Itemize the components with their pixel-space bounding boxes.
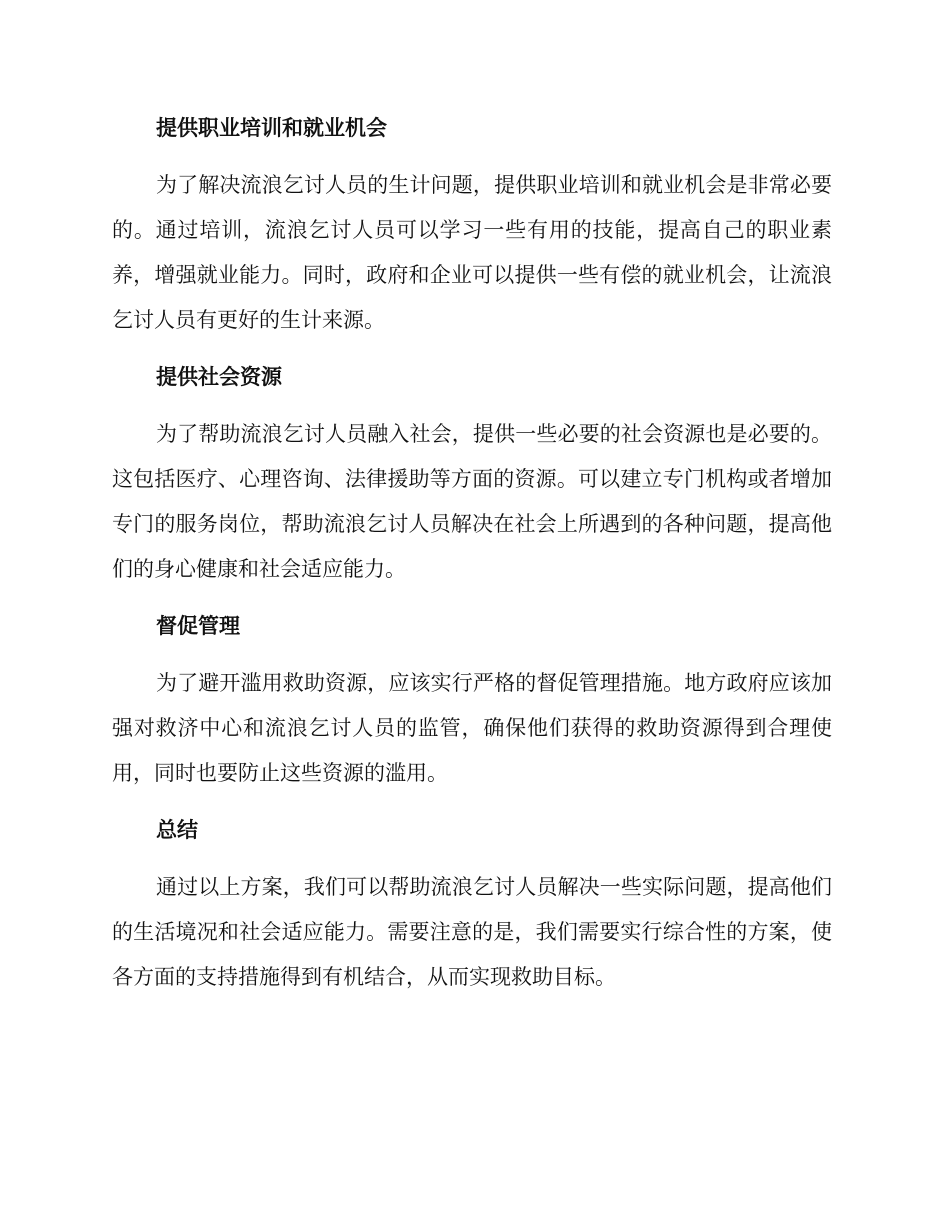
section-paragraph-summary: 通过以上方案，我们可以帮助流浪乞讨人员解决一些实际问题，提高他们的生活境况和社会适应能力。需要注意的是，我们需要实行综合性的方案，使各方面的支持措施得到有机结合，从而实现救助目标。 xyxy=(112,875,832,989)
document-content xyxy=(112,110,832,1000)
section-paragraph-supervision: 为了避开滥用救助资源，应该实行严格的督促管理措施。地方政府应该加强对救济中心和流浪乞讨人员的监管，确保他们获得的救助资源得到合理使用，同时也要防止这些资源的滥用。 xyxy=(112,671,832,785)
section-heading-summary: 总结 xyxy=(156,818,198,842)
section-heading-supervision: 督促管理 xyxy=(156,614,240,638)
section-paragraph-social-resources: 为了帮助流浪乞讨人员融入社会，提供一些必要的社会资源也是必要的。这包括医疗、心理咨询、法律援助等方面的资源。可以建立专门机构或者增加专门的服务岗位，帮助流浪乞讨人员解决在社会上所遇到的各种问题，提高他们的身心健康和社会适应能力。 xyxy=(112,422,832,581)
section-paragraph-vocational-training: 为了解决流浪乞讨人员的生计问题，提供职业培训和就业机会是非常必要的。通过培训，流浪乞讨人员可以学习一些有用的技能，提高自己的职业素养，增强就业能力。同时，政府和企业可以提供一些有偿的就业机会，让流浪乞讨人员有更好的生计来源。 xyxy=(112,173,832,332)
section-heading-social-resources: 提供社会资源 xyxy=(156,365,282,389)
section-heading-vocational-training: 提供职业培训和就业机会 xyxy=(156,116,387,140)
